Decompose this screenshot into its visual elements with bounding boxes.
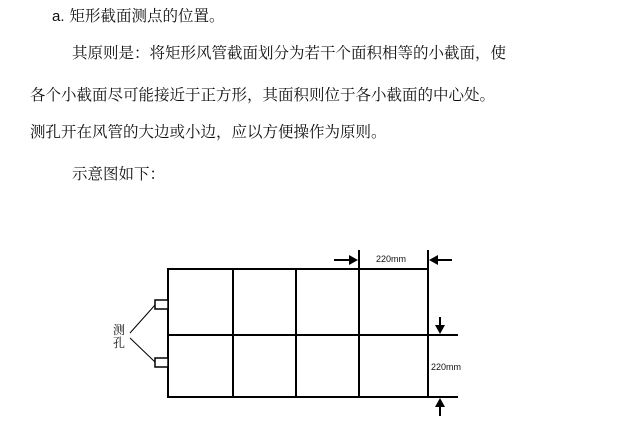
heading-marker: a. [52, 8, 65, 25]
measuring-hole-top [155, 300, 168, 309]
heading-text: 矩形截面测点的位置。 [69, 7, 225, 25]
hole-leader-top [130, 305, 155, 333]
paragraph-line-2: 各个小截面尽可能接近于正方形，其面积则位于各小截面的中心处。 [30, 86, 496, 104]
hole-label-char-1: 测 [113, 323, 126, 337]
width-arrow-right-head [429, 255, 438, 265]
hole-label-char-2: 孔 [113, 336, 126, 350]
measuring-hole-bottom [155, 358, 168, 367]
paragraph-line-1: 其原则是：将矩形风管截面划分为若干个面积相等的小截面，使 [72, 44, 507, 62]
paragraph-line-3: 测孔开在风管的大边或小边，应以方便操作为原则。 [30, 123, 387, 141]
height-dimension-label: 220mm [431, 362, 462, 372]
diagram-intro: 示意图如下： [72, 165, 166, 183]
width-arrow-left-head [349, 255, 358, 265]
duct-outline [168, 269, 428, 397]
height-arrow-bottom-head [435, 398, 445, 407]
width-dimension-label: 220mm [376, 254, 407, 264]
hole-leader-bottom [130, 338, 155, 362]
height-arrow-top-head [435, 325, 445, 334]
